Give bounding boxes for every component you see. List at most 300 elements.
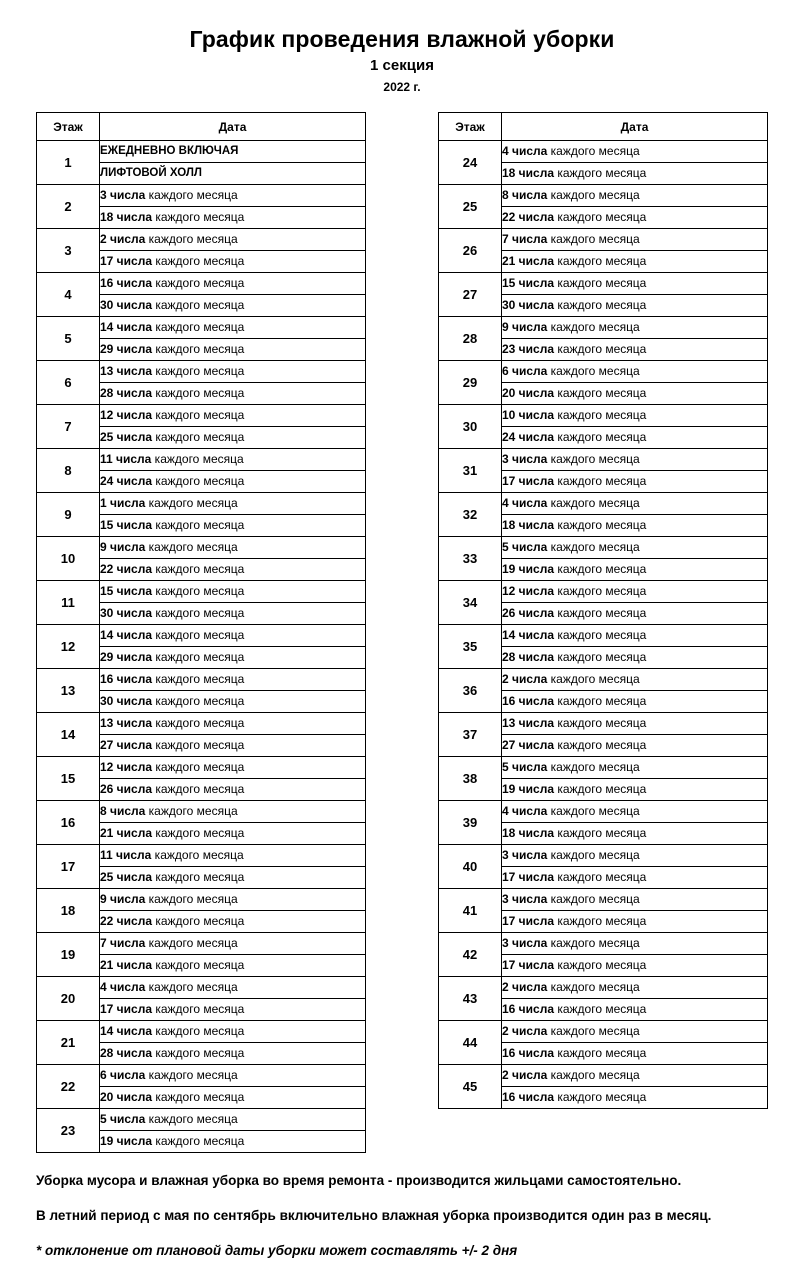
cleaning-date: [502, 1065, 768, 1087]
table-row: [37, 713, 366, 735]
floor-number: 3: [37, 229, 100, 273]
date-day: 3 числа: [100, 188, 146, 203]
floor-number: 13: [37, 669, 100, 713]
page-title: График проведения влажной уборки: [189, 26, 615, 52]
floor-number: 11: [37, 581, 100, 625]
date-period: каждого месяца: [145, 540, 238, 555]
date-day: 4 числа: [502, 804, 548, 819]
date-period: каждого месяца: [152, 298, 245, 313]
date-period: каждого месяца: [554, 474, 647, 489]
date-period: каждого месяца: [152, 606, 245, 621]
cleaning-date: [100, 757, 366, 779]
floor-number: 8: [37, 449, 100, 493]
cleaning-date: [502, 559, 768, 581]
cleaning-date: [100, 515, 366, 537]
cleaning-date: [502, 735, 768, 757]
notes-section: [36, 1171, 768, 1262]
floor-number: 19: [37, 933, 100, 977]
date-period: каждого месяца: [152, 584, 245, 599]
cleaning-date: [100, 383, 366, 405]
table-row: [439, 1065, 768, 1087]
cleaning-date: [100, 977, 366, 999]
date-period: каждого месяца: [152, 1002, 245, 1017]
date-day: 29 числа: [100, 650, 152, 665]
cleaning-date: [502, 603, 768, 625]
date-day: 10 числа: [502, 408, 554, 423]
cleaning-date: [502, 339, 768, 361]
floor-number: 25: [439, 185, 502, 229]
date-period: каждого месяца: [152, 1046, 245, 1061]
date-period: каждого месяца: [152, 562, 245, 577]
table-row: [37, 625, 366, 647]
date-period: каждого месяца: [547, 320, 640, 335]
date-period: каждого месяца: [554, 254, 647, 269]
date-day: ЕЖЕДНЕВНО ВКЛЮЧАЯ: [100, 145, 239, 158]
floor-number: 41: [439, 889, 502, 933]
cleaning-date: [100, 581, 366, 603]
floor-number: 22: [37, 1065, 100, 1109]
cleaning-date: [100, 823, 366, 845]
date-period: каждого месяца: [152, 760, 245, 775]
date-day: 18 числа: [100, 210, 152, 225]
table-row: [439, 449, 768, 471]
cleaning-date: [502, 141, 768, 163]
document-header: [36, 26, 768, 94]
date-day: 6 числа: [100, 1068, 146, 1083]
cleaning-date: [502, 185, 768, 207]
floor-number: 1: [37, 141, 100, 185]
cleaning-date: [502, 207, 768, 229]
date-day: 16 числа: [100, 672, 152, 687]
table-row: [37, 273, 366, 295]
date-day: 9 числа: [100, 892, 146, 907]
cleaning-date: [100, 251, 366, 273]
date-period: каждого месяца: [152, 210, 245, 225]
date-day: 2 числа: [502, 1068, 548, 1083]
column-header-date: Дата: [100, 113, 366, 141]
date-day: 11 числа: [100, 452, 152, 467]
cleaning-date: [502, 713, 768, 735]
date-period: каждого месяца: [145, 936, 238, 951]
date-day: 27 числа: [502, 738, 554, 753]
date-period: каждого месяца: [152, 650, 245, 665]
cleaning-date: [100, 955, 366, 977]
cleaning-date: [502, 955, 768, 977]
cleaning-date: [100, 669, 366, 691]
floor-number: 23: [37, 1109, 100, 1153]
date-period: каждого месяца: [152, 386, 245, 401]
cleaning-date: [502, 977, 768, 999]
cleaning-date: [502, 361, 768, 383]
cleaning-date: [100, 713, 366, 735]
date-period: каждого месяца: [554, 782, 647, 797]
cleaning-date: [100, 207, 366, 229]
date-day: 4 числа: [502, 144, 548, 159]
cleaning-date: [502, 493, 768, 515]
date-day: 30 числа: [502, 298, 554, 313]
date-day: 16 числа: [502, 1090, 554, 1105]
floor-number: 6: [37, 361, 100, 405]
cleaning-date: [502, 669, 768, 691]
date-day: 22 числа: [100, 914, 152, 929]
floor-number: 42: [439, 933, 502, 977]
floor-number: 4: [37, 273, 100, 317]
cleaning-date: [100, 647, 366, 669]
date-day: 30 числа: [100, 694, 152, 709]
date-period: каждого месяца: [152, 276, 245, 291]
date-day: 2 числа: [100, 232, 146, 247]
cleaning-date: [502, 647, 768, 669]
date-period: каждого месяца: [554, 584, 647, 599]
cleaning-date: [100, 449, 366, 471]
cleaning-date: [502, 801, 768, 823]
table-header-row: [37, 113, 366, 141]
table-row: [37, 1021, 366, 1043]
cleaning-date: [100, 933, 366, 955]
date-day: 13 числа: [502, 716, 554, 731]
date-period: каждого месяца: [152, 826, 245, 841]
date-period: каждого месяца: [152, 1134, 245, 1149]
cleaning-date: [502, 999, 768, 1021]
date-period: каждого месяца: [547, 1068, 640, 1083]
cleaning-date: [100, 1021, 366, 1043]
table-row: [439, 933, 768, 955]
date-period: каждого месяца: [554, 694, 647, 709]
cleaning-date: [100, 1131, 366, 1153]
date-period: каждого месяца: [547, 1024, 640, 1039]
cleaning-date: [502, 295, 768, 317]
date-day: 4 числа: [100, 980, 146, 995]
date-day: 2 числа: [502, 1024, 548, 1039]
date-period: каждого месяца: [554, 386, 647, 401]
date-period: каждого месяца: [145, 496, 238, 511]
floor-number: 45: [439, 1065, 502, 1109]
table-row: [439, 1021, 768, 1043]
table-row: [439, 229, 768, 251]
date-period: каждого месяца: [152, 694, 245, 709]
date-day: 14 числа: [100, 628, 152, 643]
cleaning-date: [100, 999, 366, 1021]
date-period: каждого месяца: [554, 210, 647, 225]
cleaning-date: [100, 185, 366, 207]
date-period: каждого месяца: [152, 782, 245, 797]
date-day: 3 числа: [502, 892, 548, 907]
date-period: каждого месяца: [547, 804, 640, 819]
date-day: 26 числа: [100, 782, 152, 797]
floor-number: 40: [439, 845, 502, 889]
schedule-body-left: [37, 141, 366, 1153]
table-row: [37, 933, 366, 955]
date-period: каждого месяца: [547, 452, 640, 467]
date-day: 19 числа: [502, 562, 554, 577]
date-day: 18 числа: [502, 166, 554, 181]
cleaning-date: [502, 251, 768, 273]
date-day: 16 числа: [100, 276, 152, 291]
table-row: [439, 801, 768, 823]
date-period: каждого месяца: [152, 958, 245, 973]
note-deviation: * отклонение от плановой даты уборки может составлять +/- 2 дня: [36, 1243, 518, 1259]
date-day: 12 числа: [100, 760, 152, 775]
date-day: 24 числа: [502, 430, 554, 445]
schedule-table-right: [438, 112, 768, 1109]
table-row: [439, 757, 768, 779]
date-day: 20 числа: [502, 386, 554, 401]
date-day: 19 числа: [100, 1134, 152, 1149]
date-period: каждого месяца: [547, 936, 640, 951]
floor-number: 9: [37, 493, 100, 537]
date-period: каждого месяца: [554, 518, 647, 533]
floor-number: 27: [439, 273, 502, 317]
floor-number: 14: [37, 713, 100, 757]
date-day: 6 числа: [502, 364, 548, 379]
floor-number: 44: [439, 1021, 502, 1065]
cleaning-date: [502, 163, 768, 185]
cleaning-date: [100, 163, 366, 185]
cleaning-date: [100, 1109, 366, 1131]
floor-number: 43: [439, 977, 502, 1021]
date-period: каждого месяца: [152, 870, 245, 885]
cleaning-date: [502, 691, 768, 713]
cleaning-date: [502, 317, 768, 339]
date-period: каждого месяца: [547, 188, 640, 203]
table-row: [439, 977, 768, 999]
floor-number: 2: [37, 185, 100, 229]
table-row: [37, 493, 366, 515]
date-day: 18 числа: [502, 518, 554, 533]
floor-number: 36: [439, 669, 502, 713]
date-period: каждого месяца: [152, 1024, 245, 1039]
cleaning-date: [100, 471, 366, 493]
table-row: [37, 185, 366, 207]
cleaning-date: [100, 779, 366, 801]
date-period: каждого месяца: [554, 870, 647, 885]
table-row: [37, 1109, 366, 1131]
date-period: каждого месяца: [547, 672, 640, 687]
table-row: [37, 889, 366, 911]
date-day: 15 числа: [100, 518, 152, 533]
date-day: 2 числа: [502, 980, 548, 995]
date-period: каждого месяца: [554, 342, 647, 357]
date-day: 12 числа: [502, 584, 554, 599]
cleaning-date: [100, 361, 366, 383]
schedule-body-right: [439, 141, 768, 1109]
date-period: каждого месяца: [152, 408, 245, 423]
column-header-floor: Этаж: [37, 113, 100, 141]
floor-number: 35: [439, 625, 502, 669]
floor-number: 12: [37, 625, 100, 669]
date-day: 13 числа: [100, 364, 152, 379]
date-day: 17 числа: [100, 1002, 152, 1017]
date-day: 8 числа: [100, 804, 146, 819]
date-day: 22 числа: [100, 562, 152, 577]
floor-number: 28: [439, 317, 502, 361]
date-period: каждого месяца: [547, 760, 640, 775]
cleaning-date: [502, 911, 768, 933]
date-day: 7 числа: [502, 232, 548, 247]
cleaning-date: [502, 1087, 768, 1109]
floor-number: 29: [439, 361, 502, 405]
table-row: [439, 669, 768, 691]
floor-number: 7: [37, 405, 100, 449]
schedule-table-left: [36, 112, 366, 1153]
date-period: каждого месяца: [145, 232, 238, 247]
note-summer: В летний период с мая по сентябрь включительно влажная уборка производится один раз в месяц.: [36, 1208, 712, 1224]
floor-number: 32: [439, 493, 502, 537]
column-header-date: Дата: [502, 113, 768, 141]
date-period: каждого месяца: [152, 254, 245, 269]
date-day: 14 числа: [100, 320, 152, 335]
table-row: [37, 361, 366, 383]
date-day: 2 числа: [502, 672, 548, 687]
cleaning-date: [502, 229, 768, 251]
date-day: 4 числа: [502, 496, 548, 511]
date-day: 17 числа: [100, 254, 152, 269]
floor-number: 21: [37, 1021, 100, 1065]
date-day: ЛИФТОВОЙ ХОЛЛ: [100, 167, 202, 180]
cleaning-date: [100, 845, 366, 867]
date-period: каждого месяца: [152, 738, 245, 753]
date-period: каждого месяца: [554, 958, 647, 973]
date-day: 11 числа: [100, 848, 152, 863]
cleaning-date: [100, 559, 366, 581]
cleaning-date: [502, 383, 768, 405]
cleaning-date: [100, 229, 366, 251]
floor-number: 38: [439, 757, 502, 801]
cleaning-date: [100, 911, 366, 933]
cleaning-date: [502, 823, 768, 845]
cleaning-date: [100, 405, 366, 427]
date-period: каждого месяца: [554, 716, 647, 731]
cleaning-date: [502, 933, 768, 955]
date-period: каждого месяца: [554, 562, 647, 577]
floor-number: 15: [37, 757, 100, 801]
cleaning-date: [502, 581, 768, 603]
date-day: 18 числа: [502, 826, 554, 841]
date-day: 17 числа: [502, 870, 554, 885]
cleaning-date: [100, 339, 366, 361]
table-row: [37, 229, 366, 251]
cleaning-date: [502, 515, 768, 537]
cleaning-date: [100, 1065, 366, 1087]
table-row: [37, 405, 366, 427]
date-period: каждого месяца: [152, 342, 245, 357]
date-day: 21 числа: [100, 826, 152, 841]
date-day: 27 числа: [100, 738, 152, 753]
floor-number: 17: [37, 845, 100, 889]
floor-number: 16: [37, 801, 100, 845]
table-row: [439, 625, 768, 647]
cleaning-date: [502, 757, 768, 779]
cleaning-date: [502, 1043, 768, 1065]
table-header-row: [439, 113, 768, 141]
date-day: 30 числа: [100, 298, 152, 313]
date-day: 19 числа: [502, 782, 554, 797]
date-period: каждого месяца: [547, 848, 640, 863]
date-day: 16 числа: [502, 1002, 554, 1017]
table-row: [37, 317, 366, 339]
date-period: каждого месяца: [152, 716, 245, 731]
cleaning-date: [100, 427, 366, 449]
date-day: 14 числа: [100, 1024, 152, 1039]
date-day: 28 числа: [100, 386, 152, 401]
date-day: 3 числа: [502, 848, 548, 863]
date-day: 23 числа: [502, 342, 554, 357]
date-period: каждого месяца: [554, 298, 647, 313]
table-row: [439, 493, 768, 515]
cleaning-date: [100, 295, 366, 317]
table-row: [439, 317, 768, 339]
date-day: 16 числа: [502, 694, 554, 709]
date-day: 5 числа: [502, 540, 548, 555]
date-period: каждого месяца: [145, 804, 238, 819]
cleaning-date: [100, 603, 366, 625]
date-period: каждого месяца: [554, 738, 647, 753]
column-header-floor: Этаж: [439, 113, 502, 141]
date-period: каждого месяца: [151, 452, 244, 467]
date-period: каждого месяца: [554, 408, 647, 423]
date-period: каждого месяца: [145, 188, 238, 203]
floor-number: 39: [439, 801, 502, 845]
date-period: каждого месяца: [554, 606, 647, 621]
table-row: [37, 845, 366, 867]
date-day: 24 числа: [100, 474, 152, 489]
cleaning-date: [100, 493, 366, 515]
date-period: каждого месяца: [547, 540, 640, 555]
page-subtitle: 1 секция: [370, 57, 434, 75]
cleaning-date: [502, 625, 768, 647]
floor-number: 5: [37, 317, 100, 361]
date-day: 26 числа: [502, 606, 554, 621]
cleaning-date: [100, 273, 366, 295]
table-row: [439, 537, 768, 559]
cleaning-date: [100, 1043, 366, 1065]
table-row: [37, 141, 366, 163]
date-period: каждого месяца: [547, 364, 640, 379]
cleaning-date: [100, 537, 366, 559]
date-day: 17 числа: [502, 958, 554, 973]
date-period: каждого месяца: [152, 672, 245, 687]
floor-number: 18: [37, 889, 100, 933]
date-period: каждого месяца: [145, 1068, 238, 1083]
date-period: каждого месяца: [152, 474, 245, 489]
page-year: 2022 г.: [383, 80, 421, 95]
date-day: 14 числа: [502, 628, 554, 643]
date-period: каждого месяца: [145, 1112, 238, 1127]
floor-number: 10: [37, 537, 100, 581]
date-period: каждого месяца: [547, 232, 640, 247]
date-period: каждого месяца: [152, 1090, 245, 1105]
date-day: 15 числа: [502, 276, 554, 291]
date-day: 3 числа: [502, 452, 548, 467]
date-period: каждого месяца: [554, 1002, 647, 1017]
date-day: 5 числа: [502, 760, 548, 775]
table-row: [439, 273, 768, 295]
date-period: каждого месяца: [554, 650, 647, 665]
date-day: 8 числа: [502, 188, 548, 203]
date-period: каждого месяца: [554, 826, 647, 841]
cleaning-date: [100, 141, 366, 163]
cleaning-date: [502, 537, 768, 559]
date-period: каждого месяца: [547, 144, 640, 159]
date-day: 21 числа: [100, 958, 152, 973]
cleaning-date: [502, 405, 768, 427]
floor-number: 34: [439, 581, 502, 625]
date-day: 12 числа: [100, 408, 152, 423]
cleaning-date: [100, 801, 366, 823]
table-row: [37, 537, 366, 559]
cleaning-date: [100, 1087, 366, 1109]
table-row: [439, 405, 768, 427]
